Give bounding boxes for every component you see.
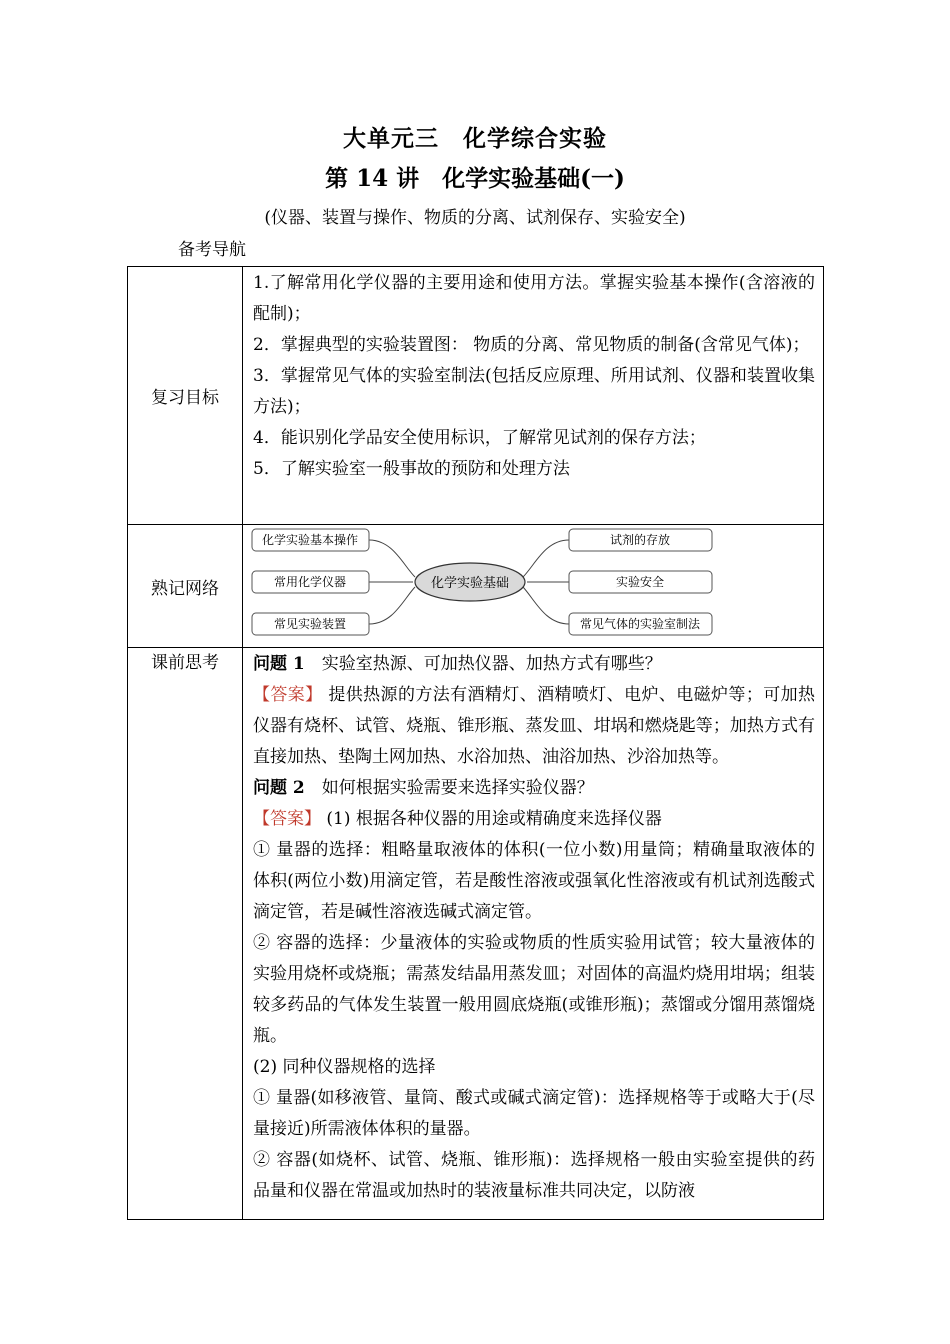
- guide-label: 备考导航: [178, 240, 246, 260]
- goal-item: 3．掌握常见气体的实验室制法(包括反应原理、所用试剂、仪器和装置收集方法)；: [253, 366, 815, 417]
- paragraph: ② 容器的选择：少量液体的实验或物质的性质实验用试管；较大量液体的实验用烧杯或烧瓶；需蒸发结晶用蒸发皿；对固体的高温灼烧用坩埚；组装较多药品的气体发生装置一般用圆底烧瓶(或锥形瓶)；蒸馏或分馏用蒸馏烧瓶。: [253, 933, 815, 1046]
- paragraph: ② 容器(如烧杯、试管、烧瓶、锥形瓶)：选择规格一般由实验室提供的药品量和仪器在常温或加热时的装液量标准共同决定，以防液: [253, 1150, 815, 1201]
- answer-tag: 【答案】: [253, 685, 323, 705]
- answer-2-intro: (1) 根据各种仪器的用途或精确度来选择仪器: [321, 809, 662, 829]
- question-2: [253, 773, 815, 804]
- goals-content: [243, 267, 824, 525]
- paragraph: ① 量器(如移液管、量筒、酸式或碱式滴定管)：选择规格等于或略大于(尽量接近)所需液体体积的量器。: [253, 1088, 815, 1139]
- answer-1-text: 提供热源的方法有酒精灯、酒精喷灯、电炉、电磁炉等；可加热仪器有烧杯、试管、烧瓶、锥形瓶、蒸发皿、坩埚和燃烧匙等；加热方式有直接加热、垫陶土网加热、水浴加热、油浴加热、沙浴加热等。: [253, 685, 816, 767]
- goal-item: 1.了解常用化学仪器的主要用途和使用方法。掌握实验基本操作(含溶液的配制)；: [253, 273, 815, 324]
- answer-2: [253, 804, 815, 835]
- table-row-network: [128, 525, 824, 648]
- paragraph: (2) 同种仪器规格的选择: [253, 1057, 436, 1077]
- table-row-preview: [128, 648, 824, 1220]
- center-label: 化学实验基础: [430, 576, 510, 591]
- question-1-label: 问题 1: [253, 654, 305, 674]
- node-label-basic-operation: 化学实验基本操作: [261, 533, 359, 547]
- goal-item: 5．了解实验室一般事故的预防和处理方法: [253, 459, 570, 479]
- answer-1: [253, 680, 815, 773]
- node-label-gas-preparation: 常见气体的实验室制法: [579, 617, 701, 631]
- connector-line: [523, 587, 569, 624]
- question-2-text: 如何根据实验需要来选择实验仪器？: [304, 778, 594, 798]
- node-label-storage: 试剂的存放: [609, 533, 671, 547]
- mind-map-diagram: [243, 525, 824, 643]
- lecture-title: 第 14 讲 化学实验基础(一): [325, 165, 625, 192]
- node-label-instruments: 常用化学仪器: [273, 575, 347, 589]
- paragraph: ① 量器的选择：粗略量取液体的体积(一位小数)用量筒；精确量取液体的体积(两位小数)用滴定管，若是酸性溶液或强氧化性溶液或有机试剂选酸式滴定管，若是碱性溶液选碱式滴定管。: [253, 840, 815, 922]
- question-1-text: 实验室热源、可加热仪器、加热方式有哪些？: [304, 654, 662, 674]
- node-label-safety: 实验安全: [615, 575, 665, 589]
- network-cell: [243, 525, 824, 648]
- goal-item: 4．能识别化学品安全使用标识，了解常见试剂的保存方法；: [253, 428, 706, 448]
- connector-line: [369, 540, 415, 577]
- goal-item: 2．掌握典型的实验装置图： 物质的分离、常见物质的制备(含常见气体)；: [253, 335, 810, 355]
- question-1: [253, 649, 815, 680]
- answer-tag: 【答案】: [253, 809, 321, 829]
- subtitle: (仪器、装置与操作、物质的分离、试剂保存、实验安全): [264, 208, 686, 228]
- connector-line: [523, 540, 569, 577]
- unit-title: 大单元三 化学综合实验: [343, 125, 607, 152]
- goals-label: 复习目标: [128, 267, 243, 525]
- network-label: 熟记网络: [128, 525, 243, 648]
- node-label-apparatus: 常见实验装置: [273, 617, 347, 631]
- preview-content: [243, 648, 824, 1220]
- guide-table: [127, 266, 824, 1220]
- connector-line: [369, 587, 415, 624]
- question-2-label: 问题 2: [253, 778, 305, 798]
- table-row-goals: [128, 267, 824, 525]
- preview-label: 课前思考: [128, 648, 243, 1220]
